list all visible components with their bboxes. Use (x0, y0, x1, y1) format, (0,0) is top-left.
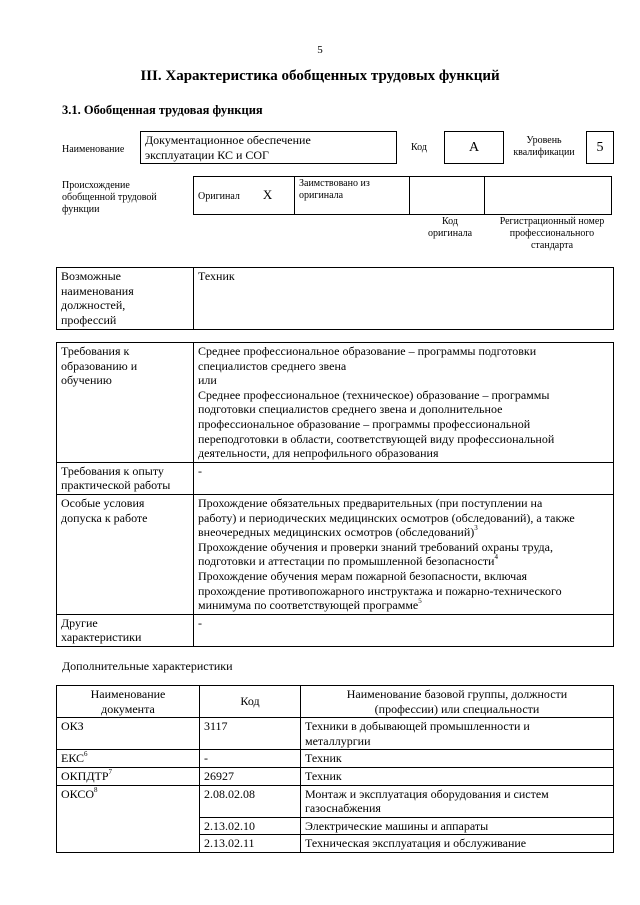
footnote-ref: 6 (84, 750, 88, 759)
doc-name: ОКСО (61, 786, 95, 801)
name-line: металлургии (305, 733, 371, 748)
name-label: Наименование (62, 144, 125, 155)
level-value: 5 (596, 140, 604, 155)
code-caption (412, 216, 488, 240)
reg-caption-line2: профессионального (509, 228, 595, 239)
positions-label-line: профессий (61, 312, 117, 327)
education-line: переподготовки в области, соответствующей виду профессиональной (198, 431, 555, 446)
origin-label-line1: Происхождение (62, 180, 130, 191)
subsection-title: 3.1. Обобщенная трудовая функция (62, 103, 263, 117)
level-label (506, 135, 582, 159)
doc-cell (57, 767, 200, 785)
special-label (57, 494, 194, 614)
special-label-line: Особые условия (61, 495, 145, 510)
original-code-cell (410, 177, 485, 215)
other-value: - (194, 614, 614, 646)
experience-label-line: практической работы (61, 478, 171, 493)
education-label-line: обучению (61, 373, 112, 388)
name-cell (301, 718, 614, 750)
footnote-ref: 7 (108, 767, 113, 776)
code-cell: - (200, 750, 301, 768)
requirements-table (56, 342, 614, 647)
section-title: III. Характеристика обобщенных трудовых функций (140, 68, 500, 84)
code-caption-line2: оригинала (427, 228, 473, 239)
positions-value: Техник (194, 268, 614, 330)
experience-label (57, 462, 194, 494)
code-cell: 3117 (200, 718, 301, 750)
page-number: 5 (317, 44, 323, 56)
special-label-line: допуска к работе (61, 510, 148, 525)
table-row (57, 750, 614, 768)
name-line: Монтаж и эксплуатация оборудования и систем (305, 786, 549, 801)
name-cell: Техник (301, 767, 614, 785)
table-row (57, 785, 614, 817)
col-code-header: Код (200, 686, 301, 718)
code-label: Код (411, 142, 427, 153)
footnote-ref: 4 (494, 553, 498, 562)
doc-name: ОКПДТР (61, 768, 109, 783)
positions-table (56, 267, 614, 330)
education-line: специалистов среднего звена (198, 358, 347, 373)
origin-label-line3: функции (62, 204, 100, 215)
col-name-header (301, 686, 614, 718)
name-line: газоснабжения (305, 801, 381, 816)
special-line: прохождение противопожарного инструктажа и пожарно-технического (198, 583, 562, 598)
name-value-line1: Документационное обеспечение (145, 133, 311, 147)
level-value-box (586, 131, 614, 164)
table-row (57, 718, 614, 750)
education-line: подготовки специалистов среднего звена и дополнительное (198, 402, 503, 417)
name-value-box (140, 131, 397, 164)
name-cell: Электрические машины и аппараты (301, 817, 614, 835)
table-row (57, 767, 614, 785)
reg-caption-line1: Регистрационный номер (499, 216, 605, 227)
doc-cell (57, 785, 200, 852)
code-cell: 26927 (200, 767, 301, 785)
education-value (194, 343, 614, 463)
col-doc-header-line: Наименование (90, 687, 166, 701)
code-value-box (444, 131, 504, 164)
special-line: Прохождение обучения мерам пожарной безопасности, включая (198, 568, 528, 583)
col-name-header-line: (профессии) или специальности (374, 701, 540, 716)
special-value (194, 494, 614, 614)
education-line: Среднее профессиональное (техническое) образование – программы (198, 387, 550, 402)
origin-label-line2: обобщенной трудовой (62, 192, 157, 203)
experience-value: - (194, 462, 614, 494)
code-cell: 2.13.02.11 (200, 835, 301, 853)
reg-caption-line3: стандарта (530, 240, 574, 251)
borrowed-label-line2: оригинала (299, 190, 344, 201)
additional-table (56, 685, 614, 853)
positions-label-line: наименования (61, 283, 134, 298)
experience-label-line: Требования к опыту (61, 463, 164, 478)
footnote-ref: 3 (474, 524, 478, 533)
code-value: А (468, 140, 480, 155)
code-cell: 2.08.02.08 (200, 785, 301, 817)
footnote-ref: 5 (418, 597, 422, 606)
other-label (57, 614, 194, 646)
level-label-line2: квалификации (513, 147, 575, 158)
additional-title: Дополнительные характеристики (62, 659, 233, 673)
special-line: Прохождение обязательных предварительных (при поступлении на (198, 495, 543, 510)
education-label-line: образованию и (61, 358, 138, 373)
doc-cell (57, 750, 200, 768)
special-line-text: подготовки и аттестации по промышленной безопасности (198, 554, 495, 569)
education-line: деятельности, для непрофильного образования (198, 446, 439, 461)
name-cell (301, 785, 614, 817)
special-line: Прохождение обучения и проверки знаний требований охраны труда, (198, 539, 553, 554)
positions-label (57, 268, 194, 330)
origin-table (193, 176, 612, 215)
borrowed-label (299, 178, 405, 202)
name-value-line2: эксплуатации КС и СОГ (145, 148, 269, 162)
education-label-line: Требования к (61, 344, 130, 358)
original-label: Оригинал (198, 191, 240, 202)
name-line: Техники в добывающей промышленности и (305, 719, 530, 734)
footnote-ref: 8 (94, 785, 98, 794)
borrowed-label-line1: Заимствовано из (299, 178, 370, 189)
positions-label-line: должностей, (61, 298, 126, 313)
original-mark: X (262, 187, 273, 202)
col-name-header-line: Наименование базовой группы, должности (346, 687, 568, 701)
positions-label-line: Возможные (61, 269, 121, 283)
special-line-text: минимума по соответствующей программе (198, 598, 419, 613)
level-label-line1: Уровень (526, 135, 562, 146)
col-doc-header-line: документа (101, 701, 155, 716)
borrowed-cell (295, 177, 410, 215)
special-line: работу) и периодических медицинских осмотров (обследований), а также (198, 510, 575, 525)
special-line (198, 598, 609, 613)
education-line: профессиональное образование – программы профессиональной (198, 416, 531, 431)
doc-cell: ОКЗ (57, 718, 200, 750)
original-cell (194, 177, 295, 215)
special-line-text: внеочередных медицинских осмотров (обследований) (198, 525, 475, 540)
code-cell: 2.13.02.10 (200, 817, 301, 835)
other-label-line: Другие (61, 615, 98, 630)
other-label-line: характеристики (61, 630, 142, 645)
reg-number-cell (485, 177, 612, 215)
origin-label (62, 180, 157, 216)
education-line: или (198, 373, 217, 388)
education-line: Среднее профессиональное образование – программы подготовки (198, 344, 537, 358)
reg-caption (490, 216, 614, 252)
doc-name: ЕКС (61, 751, 85, 766)
name-cell: Техническая эксплуатация и обслуживание (301, 835, 614, 853)
special-line (198, 554, 609, 569)
col-doc-header (57, 686, 200, 718)
name-cell: Техник (301, 750, 614, 768)
special-line (198, 525, 609, 540)
education-label (57, 343, 194, 463)
code-caption-line1: Код (442, 216, 458, 227)
